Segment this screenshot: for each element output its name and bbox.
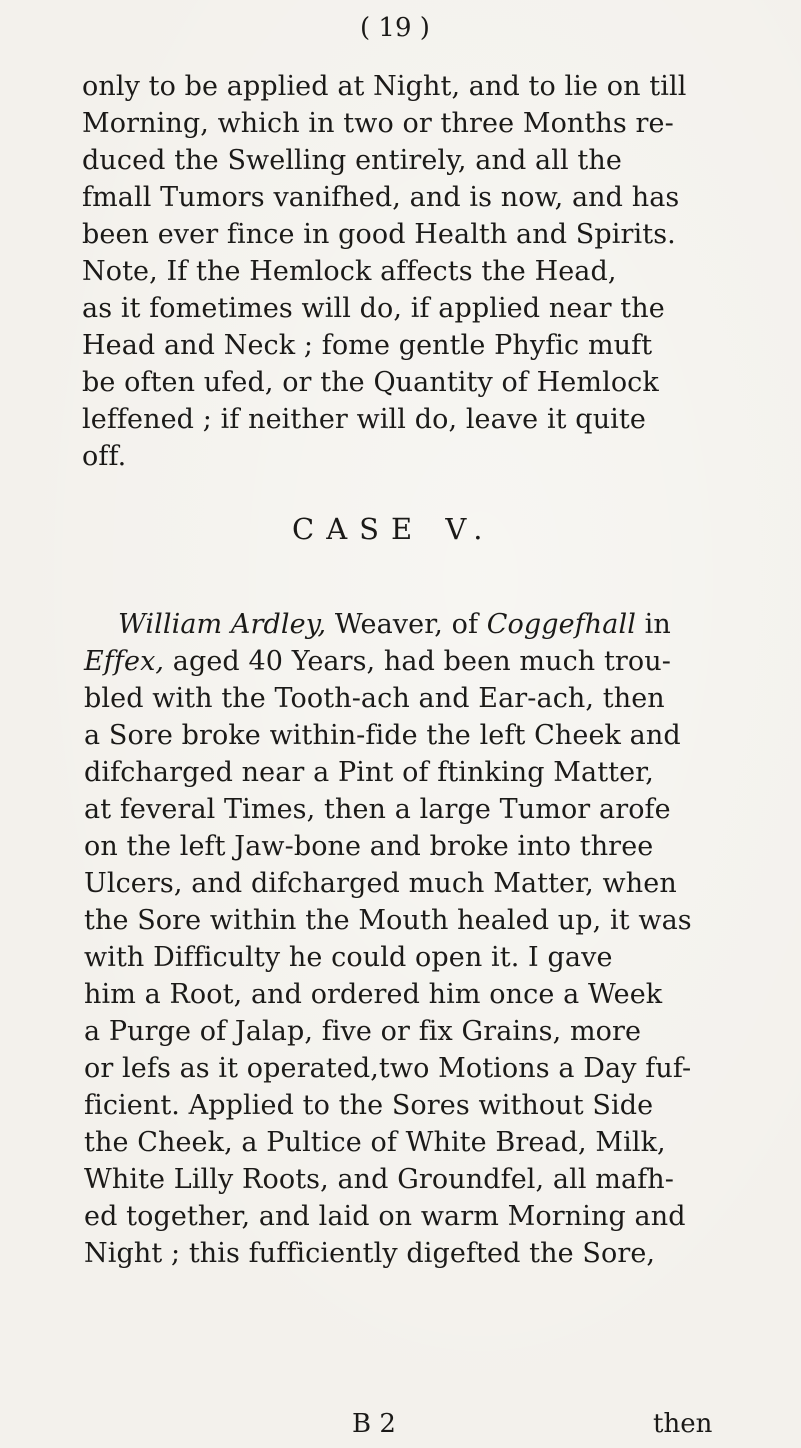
text-line: fmall Tumors vanifhed, and is now, and has [82,182,680,213]
place-name: Coggefhall [486,609,636,640]
text-line: a Sore broke within-fide the left Cheek and [84,720,681,751]
text-line: Morning, which in two or three Months re- [82,108,674,139]
text-span: in [635,609,671,640]
text-line: only to be applied at Night, and to lie on till [82,71,687,102]
catchword: then [653,1409,713,1439]
text-line: with Difficulty he could open it. I gave [84,942,613,973]
text-line: Ulcers, and difcharged much Matter, when [84,868,677,899]
text-line: off. [82,441,127,472]
text-line: a Purge of Jalap, five or fix Grains, more [84,1016,642,1047]
signature-mark: B 2 [352,1409,396,1439]
text-line: the Cheek, a Pultice of White Bread, Milk, [84,1127,666,1158]
county-name: Effex, [84,646,165,677]
text-line: as it fometimes will do, if applied near the [82,293,665,324]
patient-name: William Ardley, [118,609,327,640]
text-line: on the left Jaw-bone and broke into three [84,831,654,862]
text-line: the Sore within the Mouth healed up, it was [84,905,692,936]
text-line: be often ufed, or the Quantity of Hemlock [82,367,659,398]
text-span: Weaver, of [326,609,487,640]
text-line: Head and Neck ; fome gentle Phyfic muft [82,330,653,361]
page-number: ( 19 ) [360,13,430,43]
text-span: aged 40 Years, had been much trou- [164,646,671,677]
case-heading: CASE V. [292,512,495,546]
text-line: White Lilly Roots, and Groundfel, all mafh- [84,1164,674,1195]
text-line: Night ; this fufficiently digefted the Sore, [84,1238,656,1269]
text-line: Note, If the Hemlock affects the Head, [82,256,617,287]
text-line: him a Root, and ordered him once a Week [84,979,663,1010]
text-line: or lefs as it operated,two Motions a Day fuf- [84,1053,692,1084]
text-line: duced the Swelling entirely, and all the [82,145,622,176]
text-line: ficient. Applied to the Sores without Side [84,1090,654,1121]
text-line: bled with the Tooth-ach and Ear-ach, then [84,683,665,714]
text-line: been ever fince in good Health and Spirits. [82,219,676,250]
text-line: leffened ; if neither will do, leave it quite [82,404,646,435]
text-line: difcharged near a Pint of ftinking Matter, [84,757,654,788]
text-line [84,645,671,679]
text-line: at feveral Times, then a large Tumor arofe [84,794,671,825]
text-line-first [118,608,671,642]
text-line: ed together, and laid on warm Morning and [84,1201,686,1232]
